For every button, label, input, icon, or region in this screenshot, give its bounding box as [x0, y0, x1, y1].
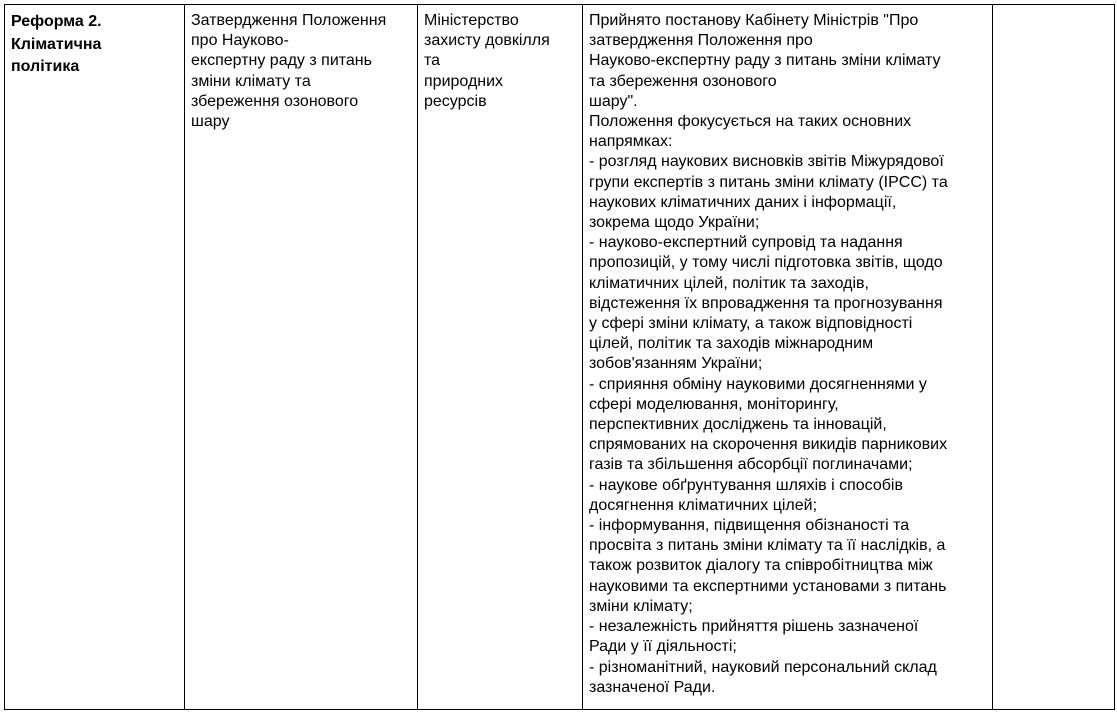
text-line: просвіта з питань зміни клімату та її наслідків, а: [589, 537, 946, 555]
text-line: - незалежність прийняття рішень зазначеної: [589, 618, 919, 636]
text-line: збереження озонового: [191, 92, 359, 110]
text-line: групи експертів з питань зміни клімату (IPCC) та: [589, 173, 948, 191]
text-line: Положення фокусується на таких основних: [589, 113, 912, 131]
result-cell: [583, 5, 993, 710]
text-line: шару: [191, 113, 230, 131]
text-line: та збереження озонового: [589, 72, 777, 90]
text-line: природних: [424, 72, 504, 90]
reform-line: Реформа 2.: [11, 13, 102, 30]
measure-text: [191, 11, 411, 132]
text-line: зобов'язанням України;: [589, 355, 763, 373]
text-line: - інформування, підвищення обізнаності та: [589, 517, 910, 535]
text-line: Міністерство: [424, 12, 519, 29]
text-line: - наукове обґрунтування шляхів і способів: [589, 476, 903, 494]
text-line: зокрема щодо України;: [589, 214, 760, 232]
text-line: зазначеної Ради.: [589, 678, 716, 696]
text-line: також розвиток діалогу та співробітництва між: [589, 557, 933, 575]
table-row: [5, 5, 1115, 710]
executor-text: [424, 11, 576, 112]
reform-line: політика: [11, 58, 80, 75]
text-line: науковими та експертними установами з питань: [589, 577, 947, 595]
text-line: Ради у її діяльності;: [589, 638, 737, 656]
reform-line: Кліматична: [11, 35, 102, 53]
text-line: Науково-експертну раду з питань зміни клімату: [589, 52, 941, 70]
text-line: спрямованих на скорочення викидів парникових: [589, 436, 948, 454]
text-line: ресурсів: [424, 92, 487, 110]
document-table: [4, 4, 1115, 710]
text-line: у сфері зміни клімату, а також відповідності: [589, 315, 913, 333]
text-line: зміни клімату;: [589, 597, 693, 615]
reform-cell: [5, 5, 185, 710]
reform-title: [11, 11, 178, 79]
text-line: цілей, політик та заходів міжнародним: [589, 335, 874, 353]
text-line: затвердження Положення про: [589, 32, 813, 50]
text-line: шару".: [589, 92, 638, 110]
text-line: - сприяння обміну науковими досягненнями у: [589, 375, 927, 393]
result-text: [589, 11, 986, 698]
text-line: зміни клімату та: [191, 72, 311, 90]
text-line: - науково-експертний супровід та надання: [589, 234, 903, 252]
text-line: експертну раду з питань: [191, 52, 372, 70]
text-line: відстеження їх впровадження та прогнозування: [589, 294, 943, 312]
text-line: досягнення кліматичних цілей;: [589, 496, 818, 514]
executor-cell: [418, 5, 583, 710]
text-line: Затвердження Положення: [191, 12, 387, 29]
text-line: газів та збільшення абсорбції поглиначами;: [589, 456, 913, 474]
text-line: перспективних досліджень та інновацій,: [589, 416, 887, 434]
text-line: захисту довкілля: [424, 32, 550, 50]
text-line: - розгляд наукових висновків звітів Міжурядової: [589, 153, 944, 171]
empty-cell: [993, 5, 1115, 710]
text-line: напрямках:: [589, 133, 673, 151]
text-line: наукових кліматичних даних і інформації,: [589, 193, 897, 211]
text-line: про Науково-: [191, 32, 289, 50]
text-line: та: [424, 52, 441, 70]
measure-cell: [185, 5, 418, 710]
text-line: - різноманітний, науковий персональний склад: [589, 658, 937, 676]
text-line: Прийнято постанову Кабінету Міністрів "Про: [589, 12, 919, 29]
text-line: кліматичних цілей, політик та заходів,: [589, 274, 869, 292]
text-line: пропозицій, у тому числі підготовка звітів, щодо: [589, 254, 943, 272]
text-line: сфері моделювання, моніторингу,: [589, 395, 839, 413]
